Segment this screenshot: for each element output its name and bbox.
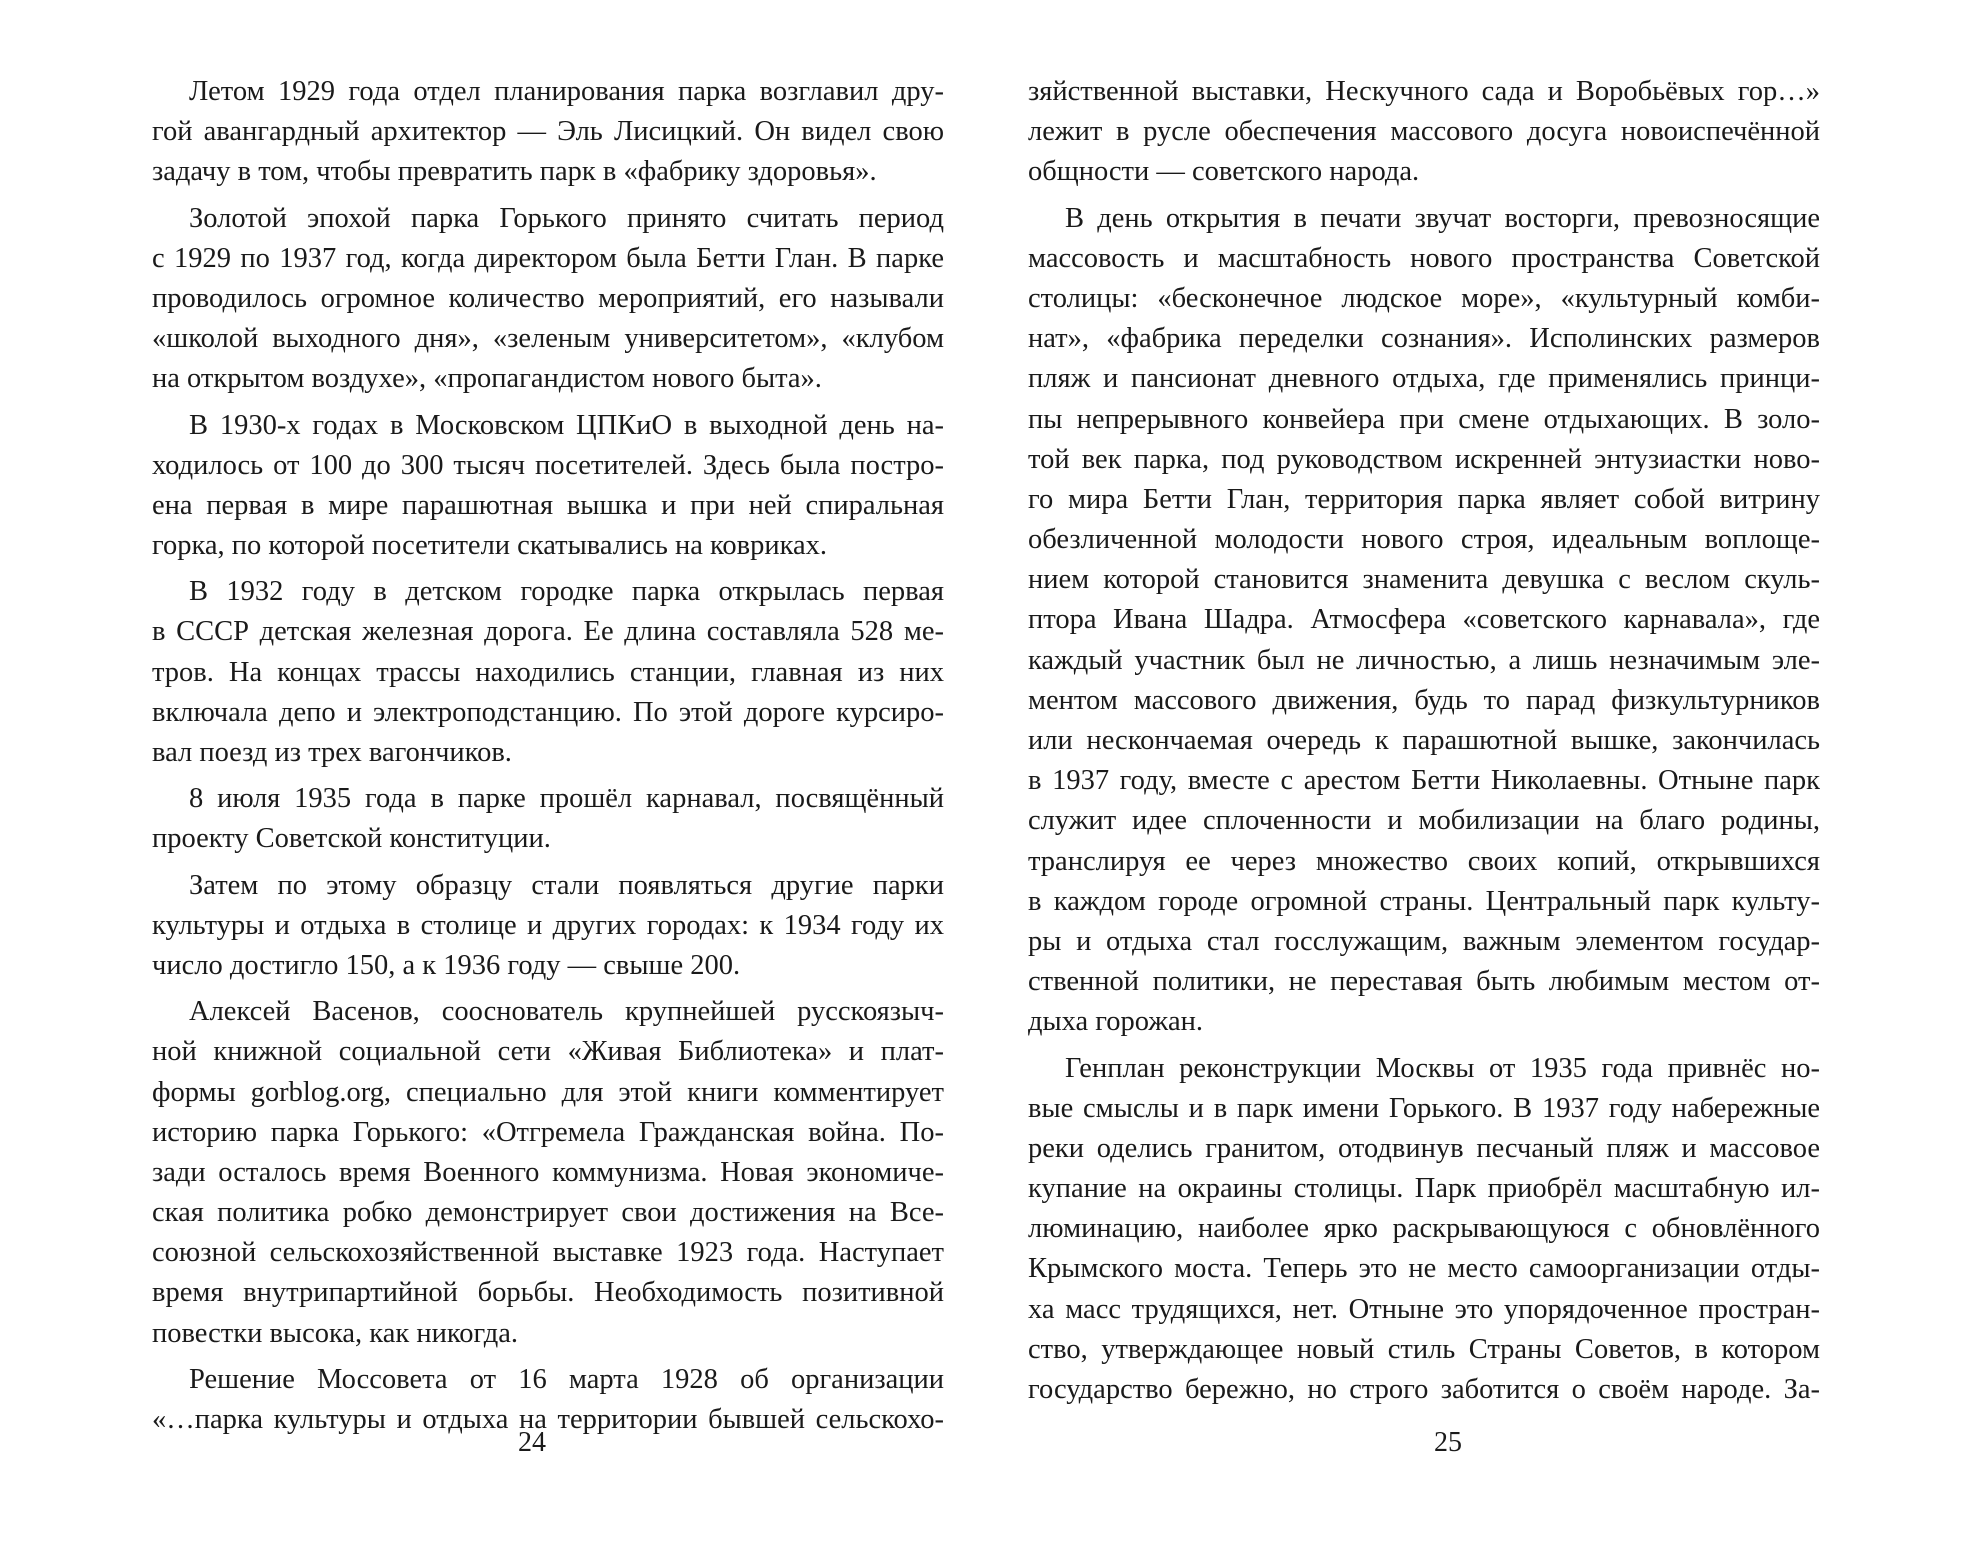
text-line: с 1929 по 1937 год, когда директором была Бетти Глан. В парке (152, 242, 944, 274)
text-line: формы gorblog.org, специально для этой книги комментирует (152, 1076, 944, 1108)
text-line: пляж и пансионат дневного отдыха, где применялись принци- (1028, 363, 1820, 395)
text-line: ментом массового движения, будь то парад физкультурников (1028, 684, 1820, 716)
text-line: столицы: «бесконечное людское море», «культурный комби- (1028, 282, 1820, 314)
text-line: зади осталось время Военного коммунизма. Новая экономиче- (152, 1156, 944, 1188)
page-number-left: 24 (518, 1427, 546, 1458)
text-line: проекту Советской конституции. (152, 823, 551, 855)
text-line: задачу в том, чтобы превратить парк в «фабрику здоровья». (152, 156, 877, 188)
text-line: ственной политики, не переставая быть любимым местом от- (1028, 966, 1820, 998)
text-line: число достигло 150, а к 1936 году — свыше 200. (152, 949, 741, 981)
text-line: пы непрерывного конвейера при смене отдыхающих. В золо- (1028, 403, 1820, 435)
text-line: в каждом городе огромной страны. Центральный парк культу- (1028, 885, 1820, 917)
text-line: государство бережно, но строго заботится о своём народе. За- (1028, 1374, 1820, 1405)
text-line: той век парка, под руководством искренней энтузиастки ново- (1028, 443, 1820, 475)
text-line: обезличенной молодости нового строя, идеальным воплоще- (1028, 524, 1820, 556)
left-page (152, 72, 944, 1440)
text-line: ство, утверждающее новый стиль Страны Советов, в котором (1028, 1333, 1820, 1365)
text-line: время внутрипартийной борьбы. Необходимость позитивной (152, 1277, 944, 1309)
text-line: вал поезд из трех вагончиков. (152, 737, 512, 768)
page-number-right: 25 (1434, 1427, 1462, 1458)
text-line: ена первая в мире парашютная вышка и при ней спиральная (152, 489, 944, 521)
text-line: ной книжной социальной сети «Живая Библиотека» и плат- (152, 1036, 944, 1068)
text-line: дыха горожан. (1028, 1006, 1204, 1038)
text-line: тров. На концах трассы находились станции, главная из них (152, 656, 944, 688)
text-line: проводилось огромное количество мероприятий, его называли (152, 282, 944, 314)
text-line: повестки высока, как никогда. (152, 1317, 519, 1349)
text-line: Генплан реконструкции Москвы от 1935 года привнёс но- (1065, 1052, 1820, 1084)
text-line: лежит в русле обеспечения массового досуга новоиспечённой (1028, 116, 1820, 148)
text-line: Летом 1929 года отдел планирования парка возглавил дру- (189, 76, 944, 107)
text-line: птора Ивана Шадра. Атмосфера «советского карнавала», где (1028, 604, 1820, 636)
text-line: нием которой становится знаменита девушка с веслом скуль- (1028, 564, 1820, 596)
text-line: В 1930-х годах в Московском ЦПКиО в выходной день на- (189, 409, 944, 441)
text-line: нат», «фабрика переделки сознания». Исполинских размеров (1028, 323, 1820, 355)
text-line: или нескончаемая очередь к парашютной вышке, закончилась (1028, 725, 1820, 756)
text-line: историю парка Горького: «Отгремела Гражданская война. По- (152, 1116, 944, 1148)
text-line: Золотой эпохой парка Горького принято считать период (189, 202, 944, 234)
text-line: ходилось от 100 до 300 тысяч посетителей. Здесь была постро- (152, 449, 944, 481)
text-line: ская политика робко демонстрирует свои достижения на Все- (152, 1197, 944, 1229)
text-line: союзной сельскохозяйственной выставке 1923 года. Наступает (152, 1237, 944, 1269)
text-line: В день открытия в печати звучат восторги, превозносящие (1065, 202, 1820, 234)
text-line: в СССР детская железная дорога. Ее длина составляла 528 ме- (152, 616, 944, 648)
text-line: гой авангардный архитектор — Эль Лисицкий. Он видел свою (152, 116, 944, 148)
text-line: массовость и масштабность нового пространства Советской (1028, 242, 1820, 274)
text-line: на открытом воздухе», «пропагандистом нового быта». (152, 363, 822, 395)
text-line: зяйственной выставки, Нескучного сада и Воробьёвых гор…» (1028, 76, 1820, 107)
text-line: люминацию, наиболее ярко раскрывающуюся с обновлённого (1028, 1213, 1820, 1245)
text-line: Решение Моссовета от 16 марта 1928 об организации (189, 1363, 944, 1395)
right-page (1028, 72, 1820, 1410)
text-line: ры и отдыха стал госслужащим, важным элементом государ- (1028, 925, 1820, 957)
text-line: включала депо и электроподстанцию. По этой дороге курсиро- (152, 696, 944, 728)
text-line: «школой выходного дня», «зеленым университетом», «клубом (152, 323, 944, 355)
text-line: горка, по которой посетители скатывались на ковриках. (152, 530, 828, 562)
text-line: общности — советского народа. (1028, 156, 1420, 188)
text-line: служит идее сплоченности и мобилизации на благо родины, (1028, 805, 1820, 837)
text-line: культуры и отдыха в столице и других городах: к 1934 году их (152, 909, 944, 941)
text-line: Крымского моста. Теперь это не место самоорганизации отды- (1028, 1253, 1820, 1285)
text-line: «…парка культуры и отдыха на территории бывшей сельскохо- (152, 1404, 944, 1435)
text-line: купание на окраины столицы. Парк приобрёл масштабную ил- (1028, 1173, 1820, 1205)
text-line: реки оделись гранитом, отодвинув песчаный пляж и массовое (1028, 1132, 1820, 1164)
text-line: го мира Бетти Глан, территория парка являет собой витрину (1028, 483, 1820, 515)
text-line: 8 июля 1935 года в парке прошёл карнавал, посвящённый (189, 783, 944, 815)
text-line: Алексей Васенов, сооснователь крупнейшей русскоязыч- (189, 996, 944, 1028)
text-line: каждый участник был не личностью, а лишь незначимым эле- (1028, 644, 1820, 676)
text-line: транслируя ее через множество своих копий, открывшихся (1028, 845, 1820, 877)
text-line: в 1937 году, вместе с арестом Бетти Николаевны. Отныне парк (1028, 765, 1820, 797)
text-line: вые смыслы и в парк имени Горького. В 1937 году набережные (1028, 1092, 1820, 1124)
text-line: Затем по этому образцу стали появляться другие парки (189, 869, 944, 901)
text-line: В 1932 году в детском городке парка открылась первая (189, 576, 944, 608)
text-line: ха масс трудящихся, нет. Отныне это упорядоченное простран- (1028, 1293, 1820, 1325)
